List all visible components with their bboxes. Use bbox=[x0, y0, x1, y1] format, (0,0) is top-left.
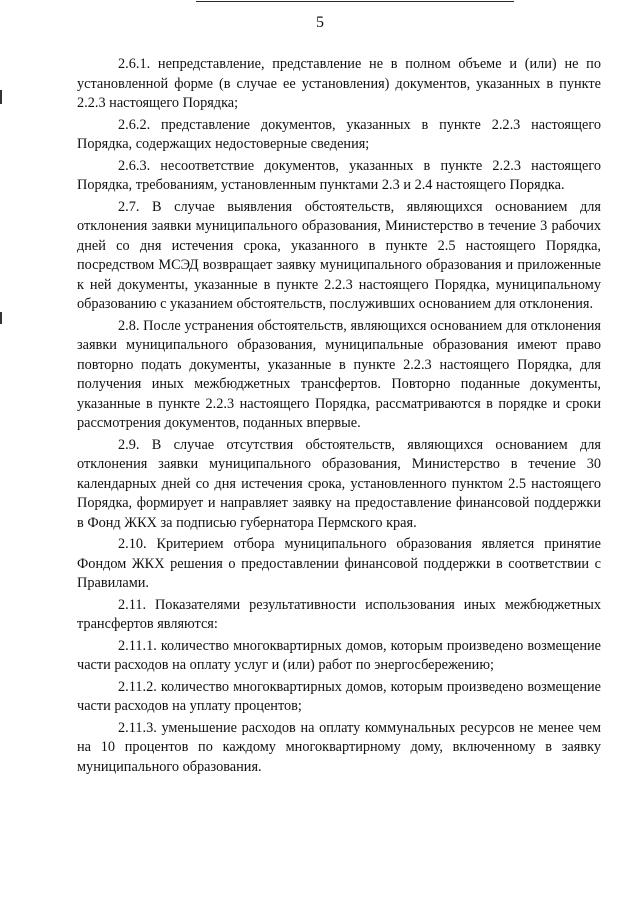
clause-2-10: 2.10. Критерием отбора муниципального образования является принятие Фондом ЖКХ решения о предоставлении финансовой поддержки в соответствии с Правилами. bbox=[77, 536, 601, 591]
clause-2-6-2: 2.6.2. представление документов, указанных в пункте 2.2.3 настоящего Порядка, содержащих недостоверные сведения; bbox=[77, 116, 601, 152]
clause-2-11-3: 2.11.3. уменьшение расходов на оплату коммунальных ресурсов не менее чем на 10 процентов по каждому многоквартирному дому, включенному в заявку муниципального образования. bbox=[77, 719, 601, 775]
clause-2-11-1: 2.11.1. количество многоквартирных домов, которым произведено возмещение части расходов на оплату услуг и (или) работ по энергосбережению; bbox=[77, 637, 601, 673]
clause-2-9: 2.9. В случае отсутствия обстоятельств, являющихся основанием для отклонения заявки муниципального образования, Министерство в течение 30 календарных дней со дня истечения срока, установленного пунктом 2.5 настоящего Порядка, формирует и направляет заявку на предоставление финансовой поддержки в Фонд ЖКХ за подписью губернатора Пермского края. bbox=[77, 436, 601, 531]
clause-2-11: 2.11. Показателями результативности использования иных межбюджетных трансфертов являются: bbox=[77, 596, 601, 632]
clause-2-6-3: 2.6.3. несоответствие документов, указанных в пункте 2.2.3 настоящего Порядка, требованиям, установленным пунктами 2.3 и 2.4 настоящего Порядка. bbox=[77, 157, 601, 193]
scan-top-rule bbox=[196, 1, 514, 2]
clause-2-6-1: 2.6.1. непредставление, представление не в полном объеме и (или) не по установленной форме (в случае ее установления) документов, указанных в пункте 2.2.3 настоящего Порядка; bbox=[77, 56, 601, 111]
page-number: 5 bbox=[316, 14, 324, 31]
scan-margin-mark bbox=[0, 90, 2, 104]
clause-2-8: 2.8. После устранения обстоятельств, являющихся основанием для отклонения заявки муниципального образования, муниципальные образования имеют право повторно подать документы, указанные в пункте 2.2.3 настоящего Порядка, для получения иных межбюджетных трансфертов. Повторно поданные документы, указанные в пункте 2.2.3 настоящего Порядка, рассматриваются в порядке и сроки рассмотрения документов, поданных впервые. bbox=[77, 317, 601, 431]
document-body bbox=[77, 55, 601, 777]
clause-2-7: 2.7. В случае выявления обстоятельств, являющихся основанием для отклонения заявки муниципального образования, Министерство в течение 3 рабочих дней со дня истечения срока, указанного в пункте 2.5 настоящего Порядка, посредством МСЭД возвращает заявку муниципального образования и приложенные к ней документы, указанные в пункте 2.2.3 настоящего Порядка, муниципальному образованию с указанием обстоятельств, послуживших основанием для отклонения. bbox=[77, 198, 601, 312]
clause-2-11-2: 2.11.2. количество многоквартирных домов, которым произведено возмещение части расходов на уплату процентов; bbox=[77, 678, 601, 714]
scan-margin-mark bbox=[0, 312, 2, 324]
